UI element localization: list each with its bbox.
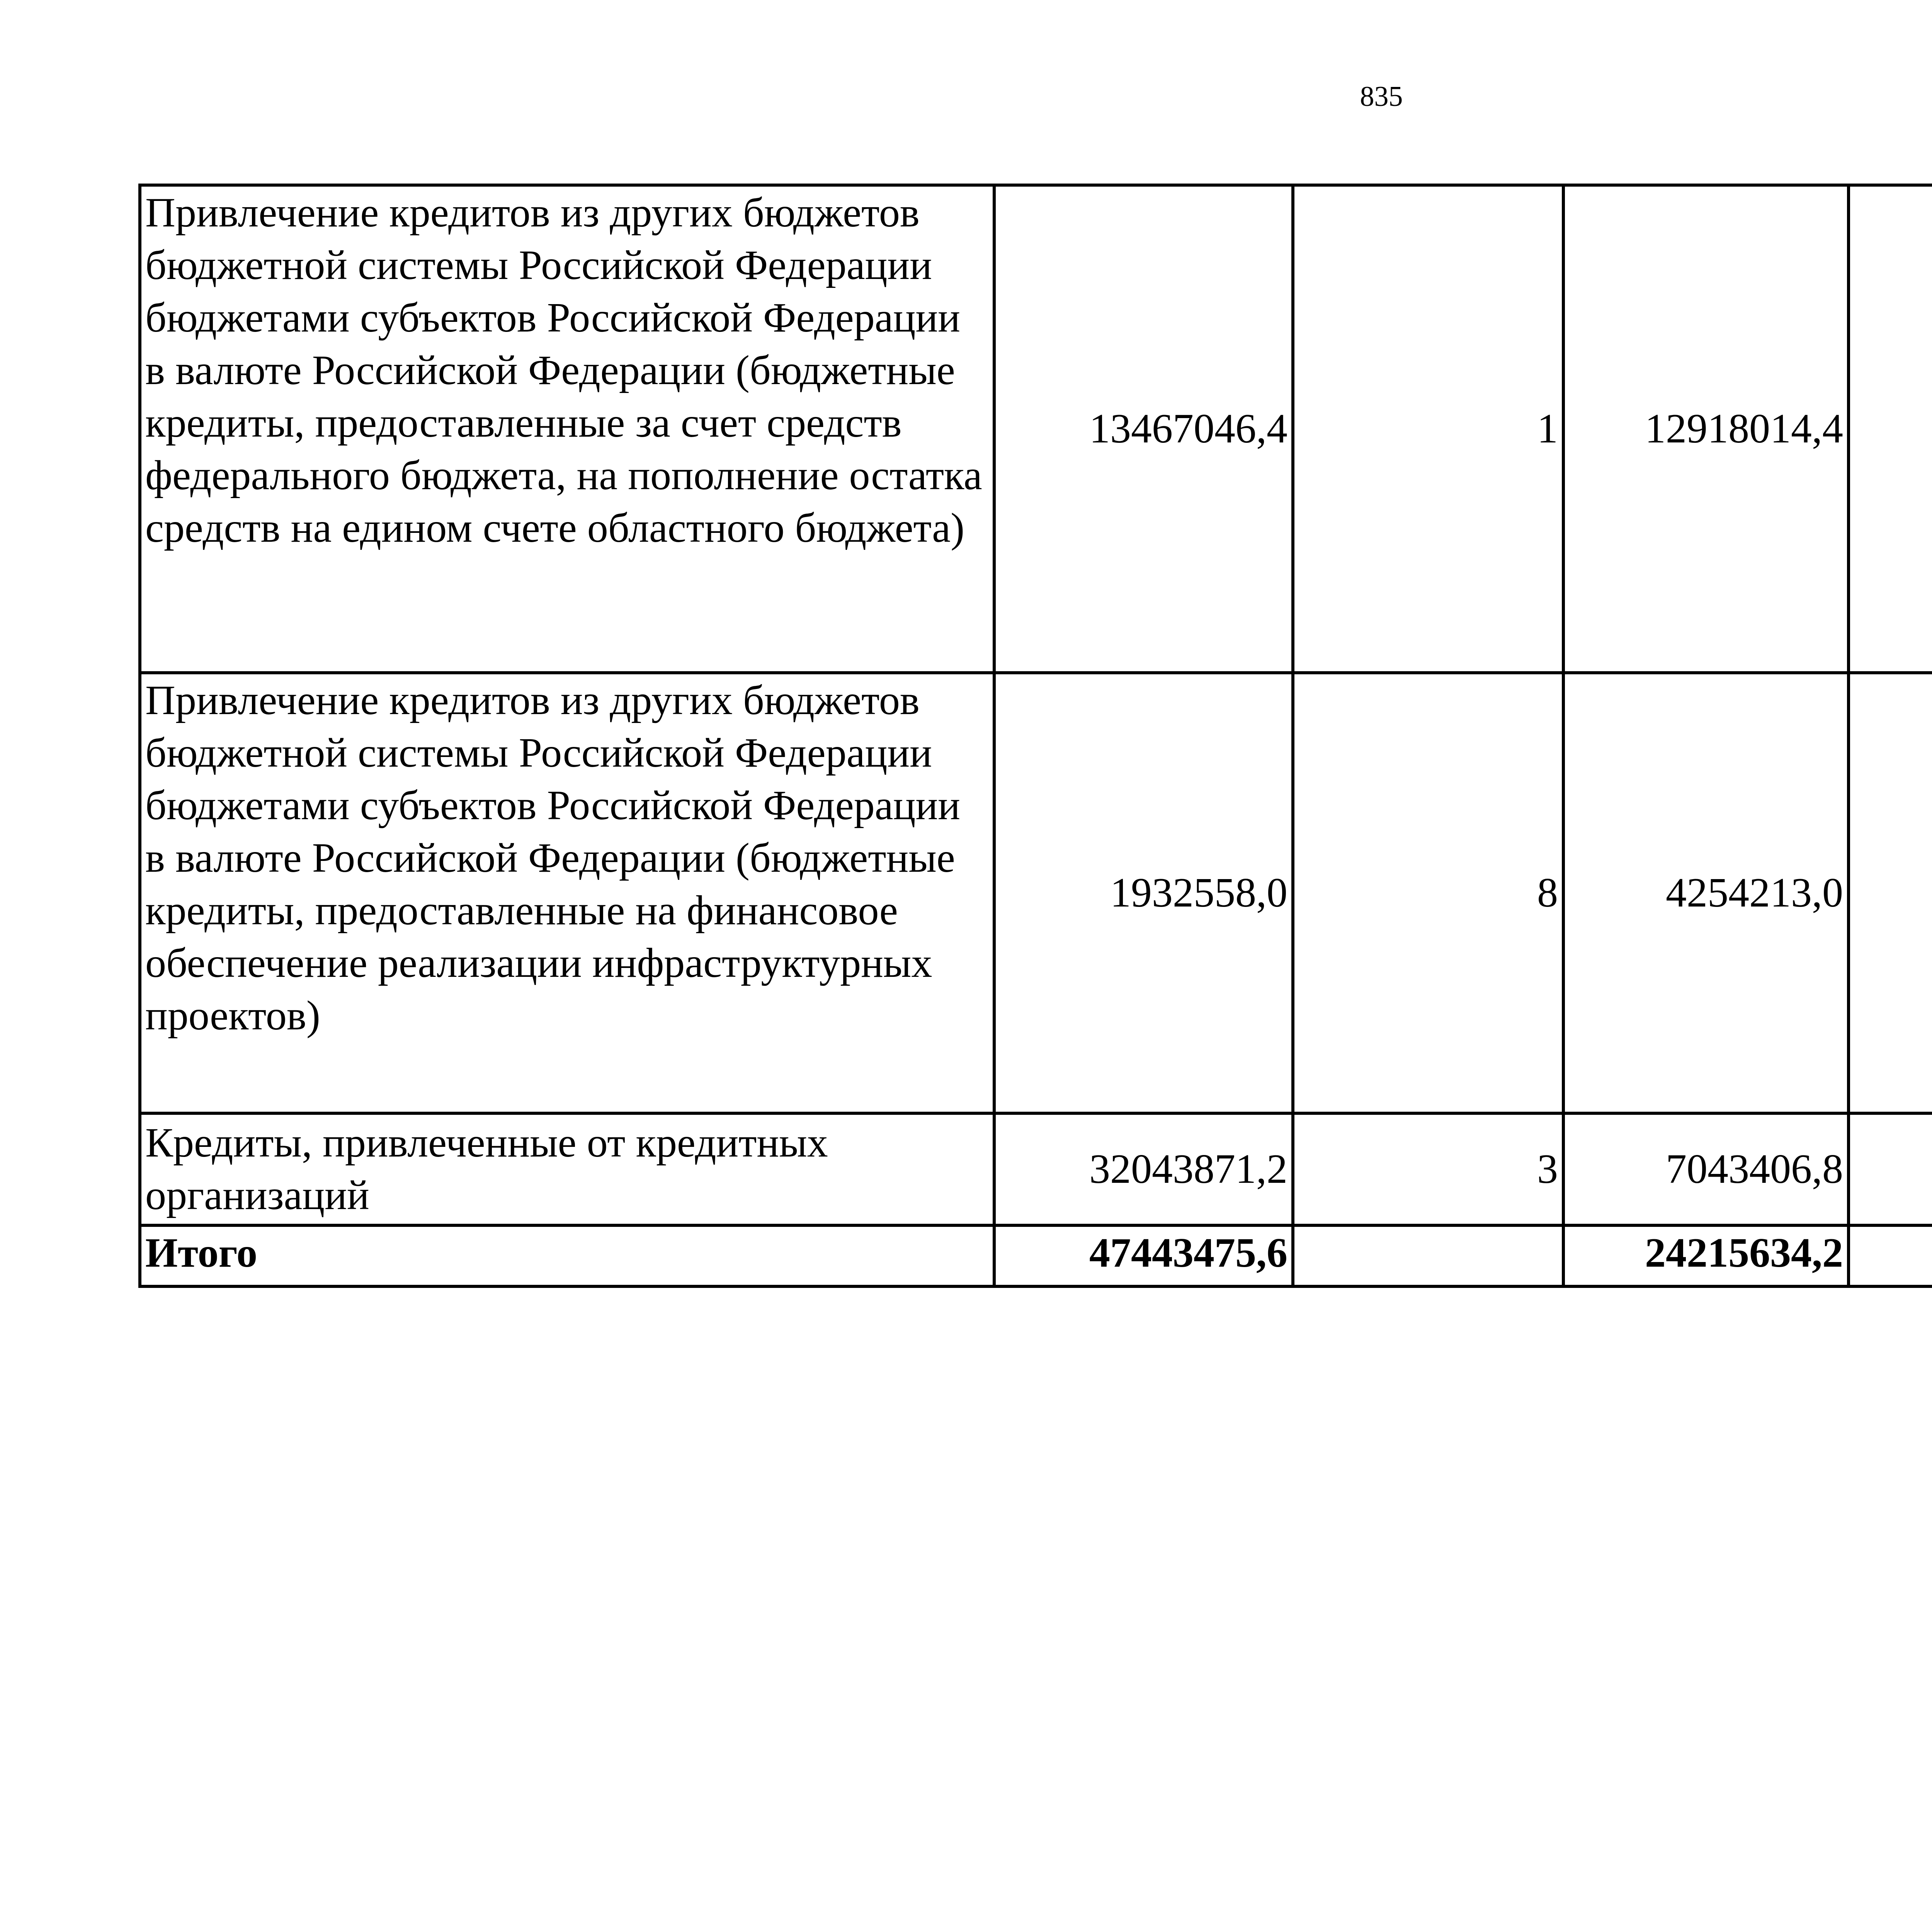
amount-cell: 13467046,4 bbox=[994, 185, 1293, 673]
total-row bbox=[140, 1225, 1932, 1286]
total-label: Итого bbox=[140, 1225, 994, 1286]
term-cell bbox=[1849, 185, 1932, 673]
borrowings-table bbox=[138, 184, 1932, 1288]
table-row bbox=[140, 1113, 1932, 1225]
row-description: Кредиты, привлеченные от кредитных организаций bbox=[140, 1113, 994, 1225]
amount-cell: 12918014,4 bbox=[1563, 185, 1849, 673]
term-cell bbox=[1849, 673, 1932, 1113]
table-row bbox=[140, 673, 1932, 1113]
term-cell bbox=[1849, 1113, 1932, 1225]
empty-cell bbox=[1293, 1225, 1563, 1286]
total-amount-cell: 24215634,2 bbox=[1563, 1225, 1849, 1286]
page-number: 835 bbox=[1360, 81, 1403, 112]
term-cell: 1 bbox=[1293, 185, 1563, 673]
amount-cell: 7043406,8 bbox=[1563, 1113, 1849, 1225]
term-cell: 8 bbox=[1293, 673, 1563, 1113]
amount-cell: 1932558,0 bbox=[994, 673, 1293, 1113]
row-description: Привлечение кредитов из других бюджетов бюджетной системы Российской Федерации бюджетами субъектов Российской Федерации в валюте Российской Федерации (бюджетные кредиты, предоставленные на финансовое обеспечение реализации инфраструктурных проектов) bbox=[140, 673, 994, 1113]
table-row bbox=[140, 185, 1932, 673]
amount-cell: 32043871,2 bbox=[994, 1113, 1293, 1225]
empty-cell bbox=[1849, 1225, 1932, 1286]
row-description: Привлечение кредитов из других бюджетов бюджетной системы Российской Федерации бюджетами субъектов Российской Федерации в валюте Российской Федерации (бюджетные кредиты, предоставленные за счет средств федерального бюджета, на пополнение остатка средств на едином счете областного бюджета) bbox=[140, 185, 994, 673]
amount-cell: 4254213,0 bbox=[1563, 673, 1849, 1113]
term-cell: 3 bbox=[1293, 1113, 1563, 1225]
total-amount-cell: 47443475,6 bbox=[994, 1225, 1293, 1286]
